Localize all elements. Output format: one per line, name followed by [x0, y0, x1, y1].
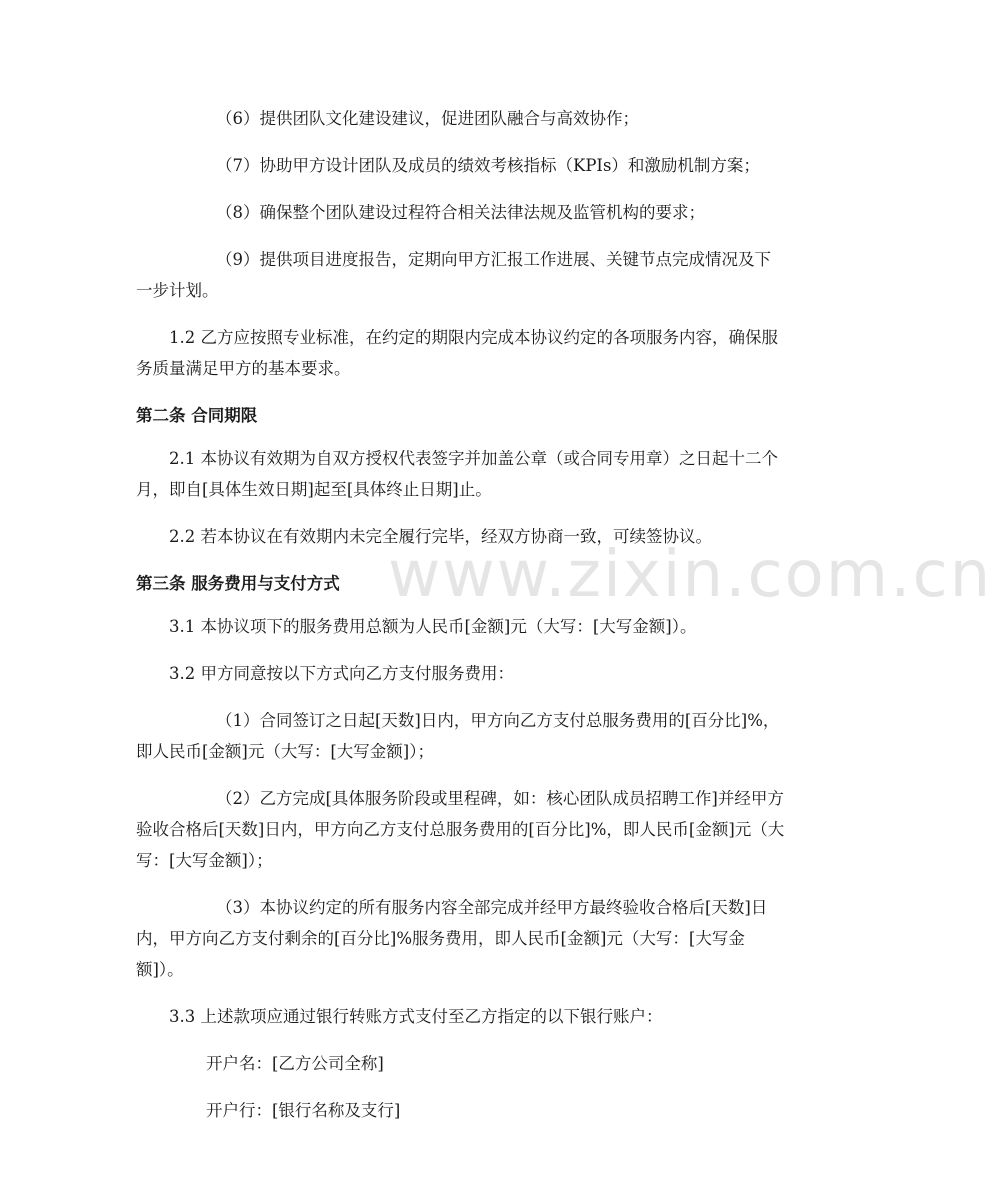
clause-3-2: 3.2 甲方同意按以下方式向乙方支付服务费用：	[169, 664, 514, 683]
clause-2-1: 2.1 本协议有效期为自双方授权代表签字并加盖公章（或合同专用章）之日起十二个月，即自[具体生效日期]起至[具体终止日期]止。	[136, 449, 778, 499]
section-heading-3: 第三条 服务费用与支付方式	[136, 574, 340, 593]
clause-item-6: （6）提供团队文化建设建议，促进团队融合与高效协作；	[216, 109, 639, 128]
clause-2-2: 2.2 若本协议在有效期内未完全履行完毕，经双方协商一致，可续签协议。	[169, 527, 712, 546]
clause-item-7: （7）协助甲方设计团队及成员的绩效考核指标（KPIs）和激励机制方案；	[216, 156, 760, 175]
payment-item-3: （3）本协议约定的所有服务内容全部完成并经甲方最终验收合格后[天数]日内，甲方向乙方支付剩余的[百分比]%服务费用，即人民币[金额]元（大写：[大写金额]）。	[136, 898, 768, 979]
clause-3-1: 3.1 本协议项下的服务费用总额为人民币[金额]元（大写：[大写金额]）。	[169, 617, 697, 636]
payment-item-2: （2）乙方完成[具体服务阶段或里程碑，如：核心团队成员招聘工作]并经甲方验收合格后[天数]日内，甲方向乙方支付总服务费用的[百分比]%，即人民币[金额]元（大写：[大写金额]）；	[136, 789, 785, 870]
payment-item-1: （1）合同签订之日起[天数]日内，甲方向乙方支付总服务费用的[百分比]%，即人民币[金额]元（大写：[大写金额]）；	[136, 711, 780, 761]
section-heading-2: 第二条 合同期限	[136, 406, 258, 425]
account-name: 开户名：[乙方公司全称]	[206, 1054, 384, 1073]
document-body	[136, 103, 786, 1142]
clause-item-9: （9）提供项目进度报告，定期向甲方汇报工作进展、关键节点完成情况及下一步计划。	[136, 250, 771, 300]
clause-item-8: （8）确保整个团队建设过程符合相关法律法规及监管机构的要求；	[216, 203, 705, 222]
watermark-text: www.zixin.com.cn	[388, 538, 992, 612]
clause-3-3: 3.3 上述款项应通过银行转账方式支付至乙方指定的以下银行账户：	[169, 1007, 663, 1026]
account-bank: 开户行：[银行名称及支行]	[206, 1101, 401, 1120]
clause-1-2: 1.2 乙方应按照专业标准，在约定的期限内完成本协议约定的各项服务内容，确保服务质量满足甲方的基本要求。	[136, 328, 778, 378]
